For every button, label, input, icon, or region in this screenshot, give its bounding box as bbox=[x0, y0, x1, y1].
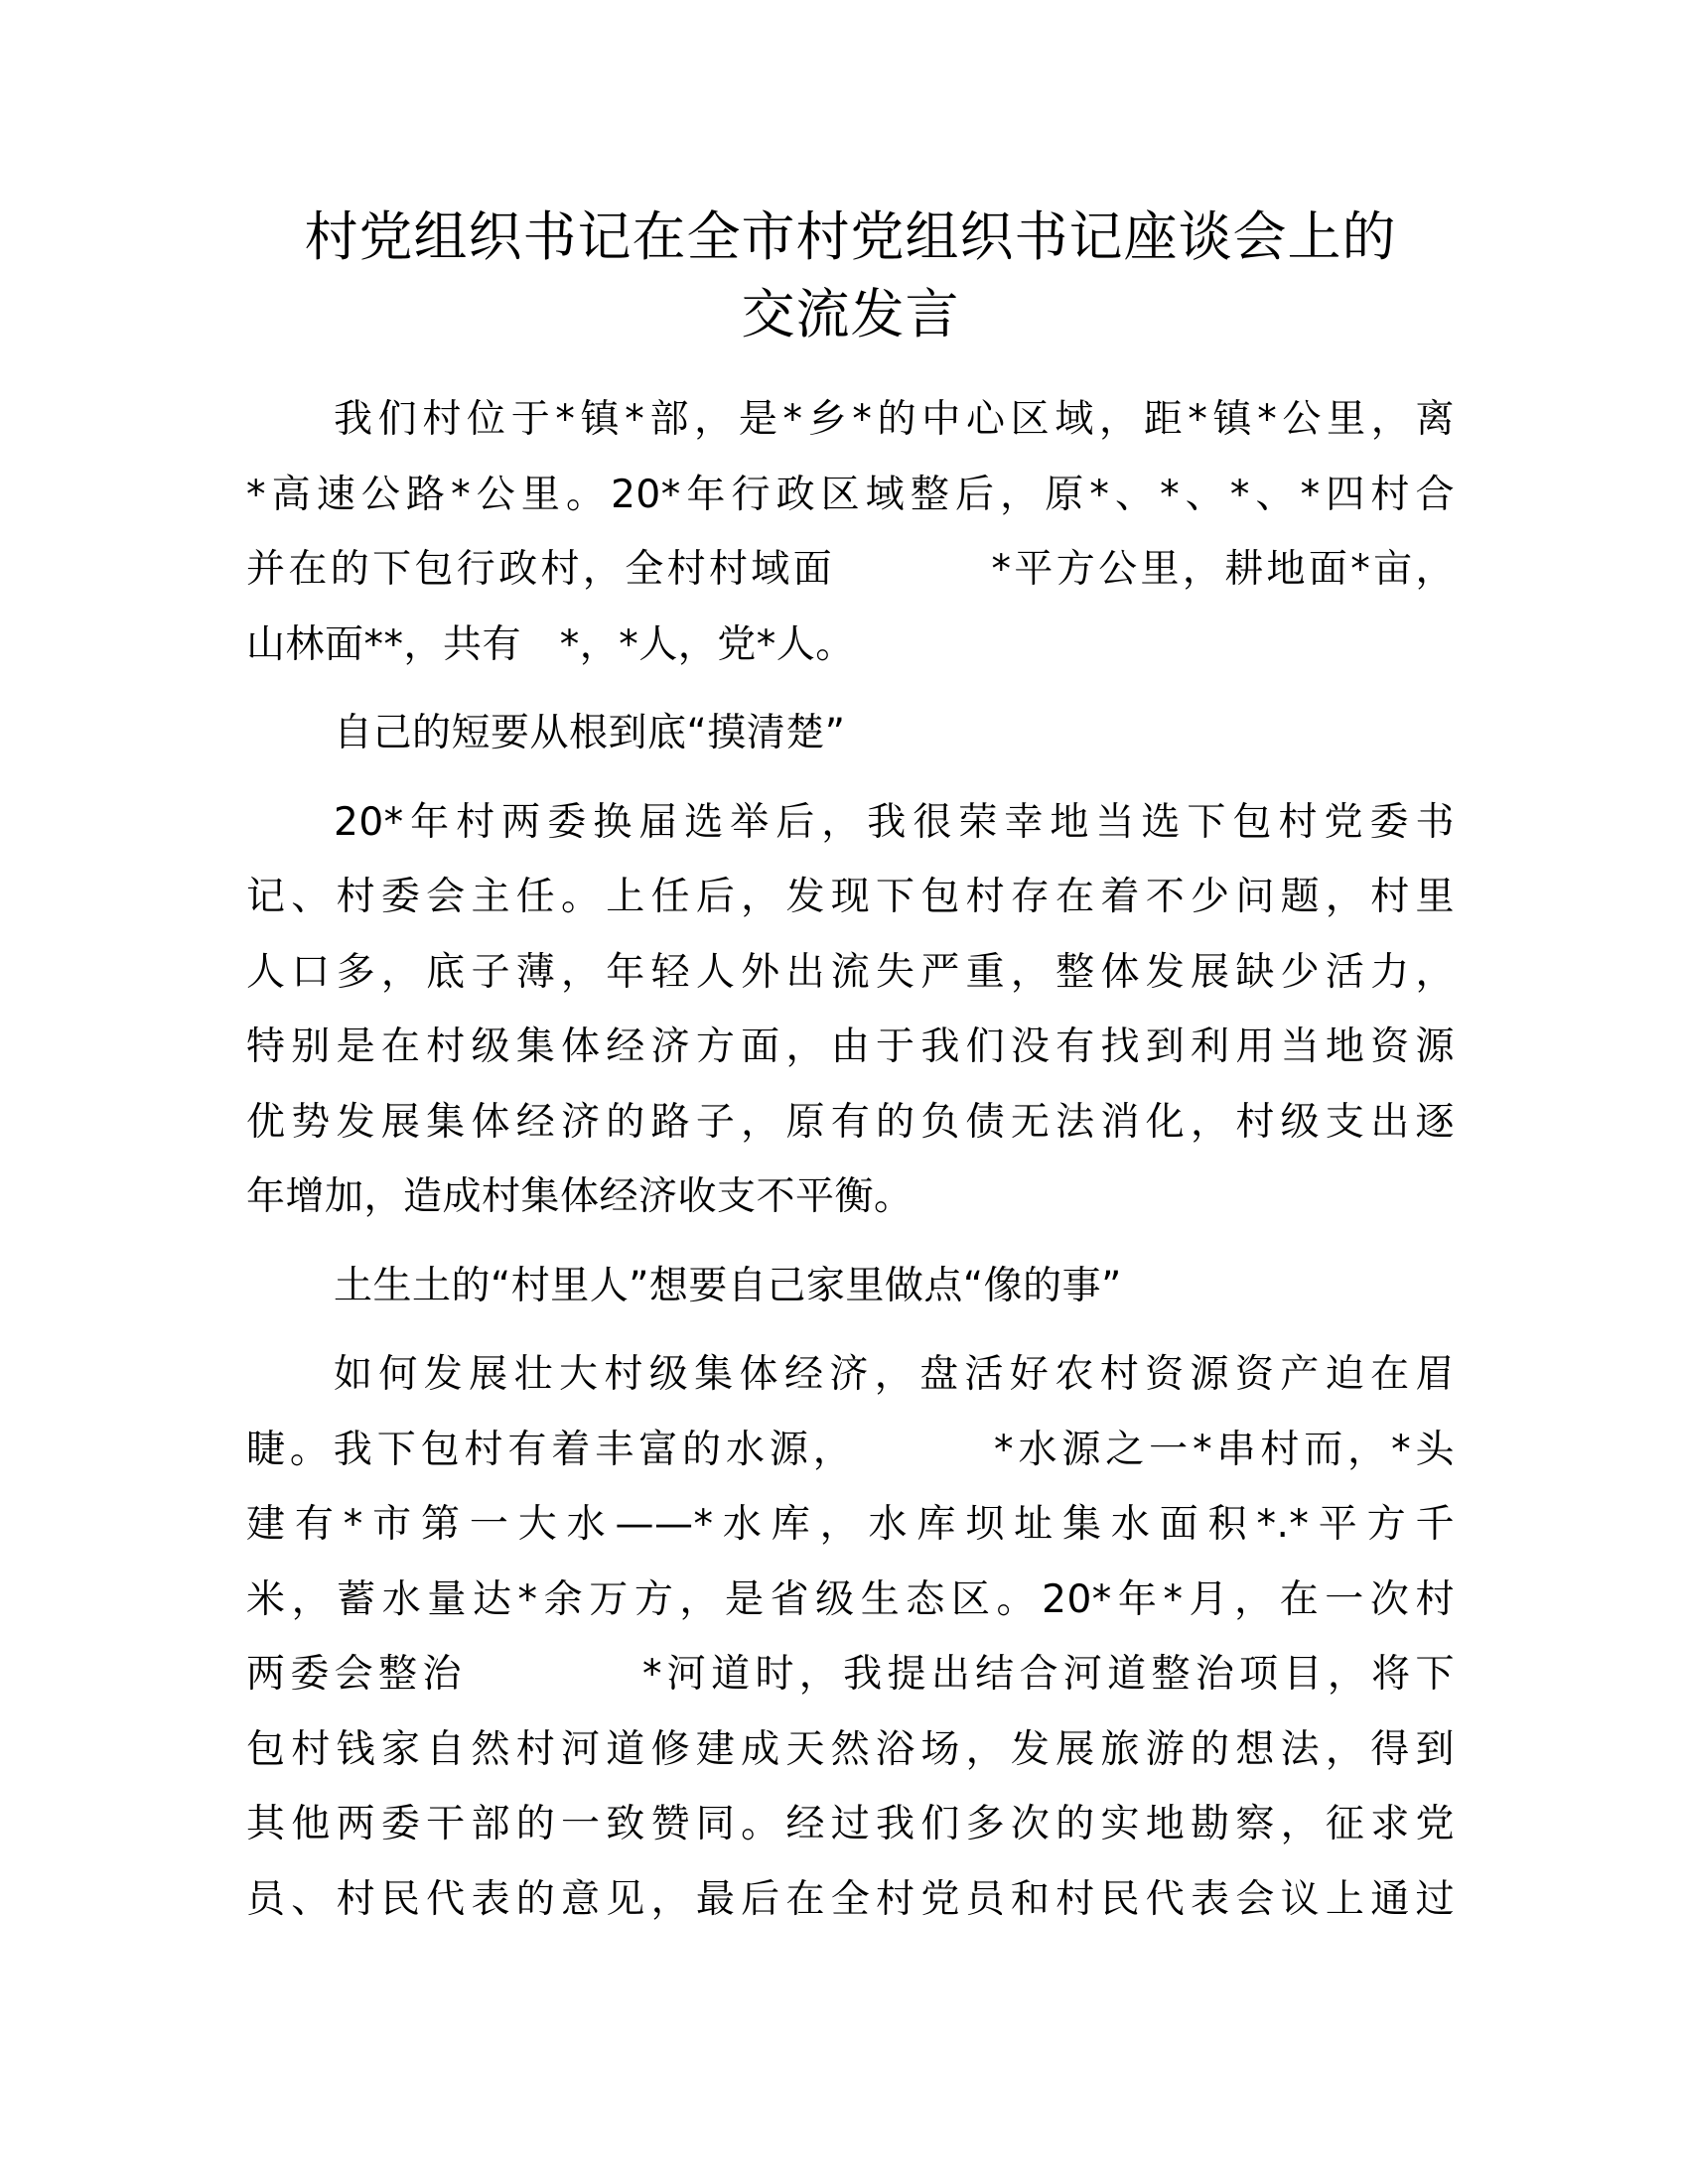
document-body bbox=[246, 382, 1455, 1937]
text-line: 包村钱家自然村河道修建成天然浴场，发展旅游的想法，得到 bbox=[246, 1726, 1455, 1772]
text-line: 我们村位于*镇*部，是*乡*的中心区域，距*镇*公里，离 bbox=[334, 397, 1455, 442]
text-line: 睫。我下包村有着丰富的水源， *水源之一*串村而，*头 bbox=[246, 1427, 1455, 1472]
paragraph-development bbox=[246, 1337, 1455, 1937]
title-line-1: 村党组织书记在全市村党组织书记座谈会上的 bbox=[304, 205, 1397, 268]
section-heading-2: 土生土的“村里人”想要自己家里做点“像的事” bbox=[334, 1263, 1122, 1308]
text-line: 20*年村两委换届选举后，我很荣幸地当选下包村党委书 bbox=[334, 799, 1455, 845]
text-line: 山林面**，共有 *，*人，党*人。 bbox=[246, 621, 855, 667]
text-line: 特别是在村级集体经济方面，由于我们没有找到利用当地资源 bbox=[246, 1024, 1455, 1069]
text-line: 如何发展壮大村级集体经济，盘活好农村资源资产迫在眉 bbox=[334, 1352, 1455, 1397]
text-line: 并在的下包行政村，全村村域面 *平方公里，耕地面*亩， bbox=[246, 547, 1455, 592]
document-title bbox=[246, 199, 1455, 353]
text-line: 其他两委干部的一致赞同。经过我们多次的实地勘察，征求党 bbox=[246, 1802, 1455, 1846]
text-line: 人口多，底子薄，年轻人外出流失严重，整体发展缺少活力， bbox=[246, 949, 1455, 995]
text-line: 记、村委会主任。上任后，发现下包村存在着不少问题，村里 bbox=[246, 875, 1455, 919]
text-line: *高速公路*公里。20*年行政区域整后，原*、*、*、*四村合 bbox=[246, 472, 1455, 517]
section-heading-1: 自己的短要从根到底“摸清楚” bbox=[334, 711, 846, 755]
text-line: 员、村民代表的意见，最后在全村党员和村民代表会议上通过 bbox=[246, 1876, 1455, 1922]
title-line-2: 交流发言 bbox=[741, 283, 960, 345]
text-line: 年增加，造成村集体经济收支不平衡。 bbox=[246, 1174, 914, 1219]
text-line: 优势发展集体经济的路子，原有的负债无法消化，村级支出逐 bbox=[246, 1099, 1455, 1145]
text-line: 两委会整治 *河道时，我提出结合河道整治项目，将下 bbox=[246, 1652, 1455, 1697]
text-line: 米，蓄水量达*余万方，是省级生态区。20*年*月，在一次村 bbox=[246, 1576, 1455, 1622]
paragraph-intro bbox=[246, 382, 1455, 682]
text-line: 建有*市第一大水——*水库，水库坝址集水面积*.*平方千 bbox=[246, 1502, 1455, 1547]
paragraph-election bbox=[246, 785, 1455, 1235]
